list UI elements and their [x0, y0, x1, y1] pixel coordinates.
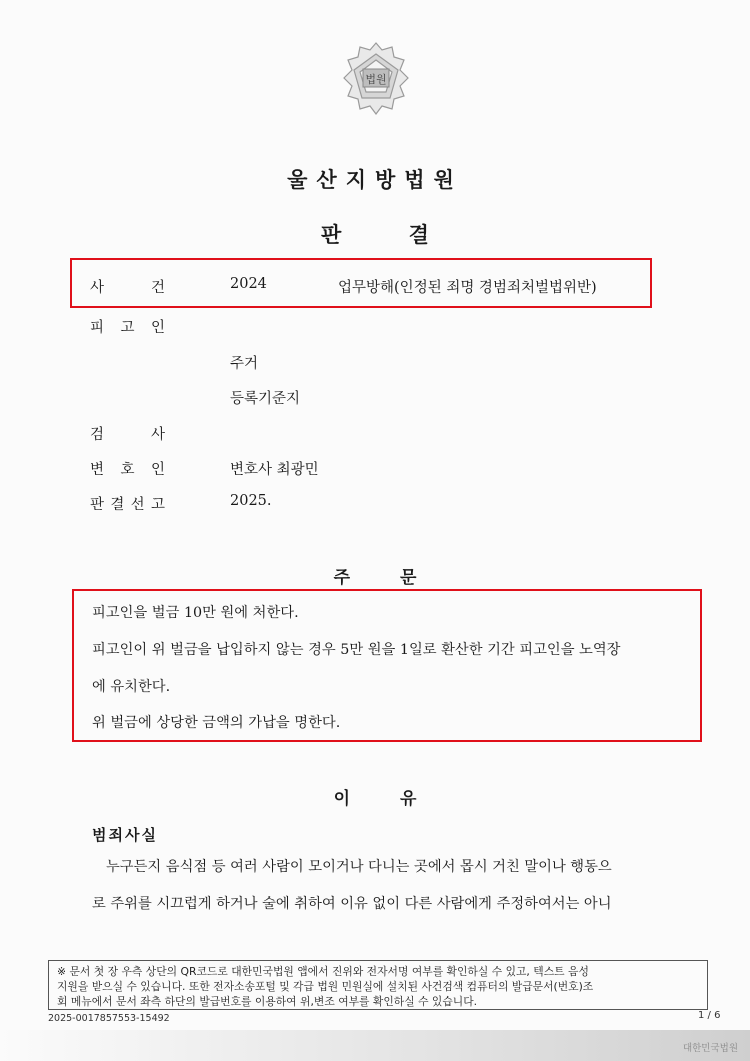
- court-name: 울산지방법원: [287, 168, 463, 192]
- judgment-date: 2025.: [230, 493, 272, 509]
- defendant-registration: 등록기준지: [230, 391, 301, 407]
- label-case-text: 사 건: [90, 280, 165, 296]
- label-attorney: 변 호 인: [90, 462, 165, 478]
- facts-line-2: 로 주위를 시끄럽게 하거나 술에 취하여 이유 없이 다른 사람에게 주정하여서는 아니: [92, 896, 612, 912]
- attorney-name: 변호사 최광민: [230, 462, 319, 478]
- order-line-3: 에 유치한다.: [92, 679, 171, 695]
- page-number: 1 / 6: [698, 1010, 721, 1021]
- notice-line-1: ※ 문서 첫 장 우측 상단의 QR코드로 대한민국법원 앱에서 진위와 전자서명 여부를 확인하실 수 있고, 텍스트 음성: [57, 965, 589, 978]
- order-line-4: 위 벌금에 상당한 금액의 가납을 명한다.: [92, 715, 341, 731]
- order-line-2: 피고인이 위 벌금을 납입하지 않는 경우 5만 원을 1일로 환산한 기간 피고인을 노역장: [92, 642, 621, 658]
- emblem-text: 법원: [365, 73, 387, 86]
- order-line-1: 피고인을 벌금 10만 원에 처한다.: [92, 605, 299, 621]
- defendant-address: 주거: [230, 356, 259, 372]
- facts-heading: 범죄사실: [92, 826, 158, 844]
- label-defendant: 피 고 인: [90, 320, 165, 336]
- court-emblem-icon: [338, 40, 414, 120]
- label-judgment-date: 판 결 선 고: [90, 497, 165, 513]
- order-title: 주 문: [333, 568, 417, 588]
- case-number: 2024: [230, 276, 267, 292]
- label-case: [90, 276, 170, 297]
- notice-line-3: 회 메뉴에서 문서 좌측 하단의 발급번호를 이용하여 위,변조 여부를 확인하실 수 있습니다.: [57, 995, 478, 1008]
- reasons-title: 이 유: [333, 789, 417, 809]
- footer-brand: 대한민국법원: [682, 1043, 738, 1054]
- verification-notice: [48, 960, 708, 1010]
- case-charge: 업무방해(인정된 죄명 경범죄처벌법위반): [338, 280, 597, 296]
- facts-line-1: 누구든지 음식점 등 여러 사람이 모이거나 다니는 곳에서 몹시 거친 말이나 행동으: [106, 859, 612, 875]
- label-prosecutor: 검 사: [90, 427, 165, 443]
- notice-line-2: 지원을 받으실 수 있습니다. 또한 전자소송포털 및 각급 법원 민원실에 설치된 사건검색 컴퓨터의 발급문서(번호)조: [57, 980, 594, 993]
- document-title: 판 결: [321, 223, 429, 247]
- footer-bar: [0, 1030, 750, 1061]
- issue-number: 2025-0017857553-15492: [48, 1013, 170, 1024]
